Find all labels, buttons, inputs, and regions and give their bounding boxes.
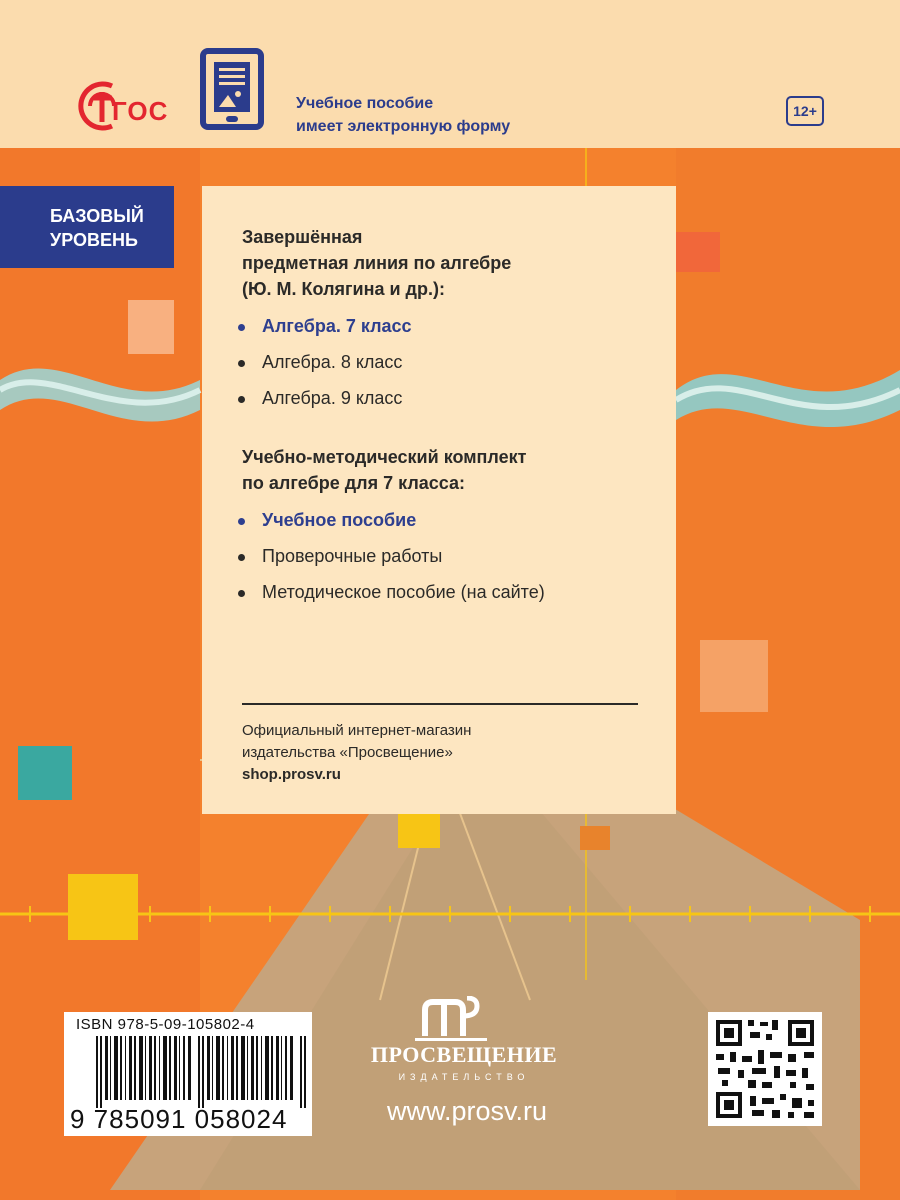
shop-line-1: Официальный интернет-магазин xyxy=(242,722,472,739)
publisher-subtitle: ИЗДАТЕЛЬСТВО xyxy=(398,1072,530,1082)
kit-item xyxy=(238,582,545,603)
kit-item xyxy=(238,510,417,531)
publisher-name: ПРОСВЕЩЕНИЕ xyxy=(370,1042,558,1067)
ean-number: 9 785091 058024 xyxy=(70,1104,288,1134)
line-item-label: Алгебра. 7 класс xyxy=(262,316,412,336)
electronic-form-note xyxy=(296,92,510,138)
kit-item-label: Учебное пособие xyxy=(262,510,417,530)
kit-item-label: Методическое пособие (на сайте) xyxy=(262,582,545,602)
kit-item xyxy=(238,546,443,567)
level-badge-line-1: БАЗОВЫЙ xyxy=(50,206,144,226)
line-heading-2: предметная линия по алгебре xyxy=(242,253,512,273)
line-item-label: Алгебра. 8 класс xyxy=(262,352,403,372)
line-heading xyxy=(242,224,511,302)
line-heading-1: Завершённая xyxy=(242,227,363,247)
line-item xyxy=(238,352,403,373)
prosveshchenie-logo-icon xyxy=(415,996,487,1042)
electronic-form-line-1: Учебное пособие xyxy=(296,95,434,112)
line-item xyxy=(238,388,403,409)
kit-heading-1: Учебно-методический комплект xyxy=(242,447,527,467)
line-item-label: Алгебра. 9 класс xyxy=(262,388,403,408)
publisher-website-link[interactable]: www.prosv.ru xyxy=(386,1096,548,1126)
line-heading-3: (Ю. М. Колягина и др.): xyxy=(242,279,445,299)
tablet-icon xyxy=(200,48,264,130)
document-image-icon xyxy=(214,62,250,112)
level-badge-line-2: УРОВЕНЬ xyxy=(50,230,138,250)
fgos-label: ГОС xyxy=(112,96,169,126)
shop-url-link[interactable]: shop.prosv.ru xyxy=(242,766,341,783)
level-badge xyxy=(0,186,174,268)
kit-heading xyxy=(242,444,526,496)
electronic-form-line-2: имеет электронную форму xyxy=(296,118,511,135)
panel-divider xyxy=(242,703,638,705)
shop-info xyxy=(242,720,471,786)
kit-item-label: Проверочные работы xyxy=(262,546,443,566)
shop-line-2: издательства «Просвещение» xyxy=(242,744,453,761)
info-panel xyxy=(202,186,676,814)
age-rating-badge: 12+ xyxy=(786,96,824,126)
qr-code-icon[interactable] xyxy=(708,1012,822,1126)
tablet-screen xyxy=(214,62,250,112)
isbn-barcode xyxy=(64,1012,312,1136)
isbn-label: ISBN 978-5-09-105802-4 xyxy=(76,1016,255,1033)
barcode-icon xyxy=(96,1036,306,1108)
tablet-home-button xyxy=(226,116,238,122)
line-item xyxy=(238,316,412,337)
kit-heading-2: по алгебре для 7 класса: xyxy=(242,473,466,493)
